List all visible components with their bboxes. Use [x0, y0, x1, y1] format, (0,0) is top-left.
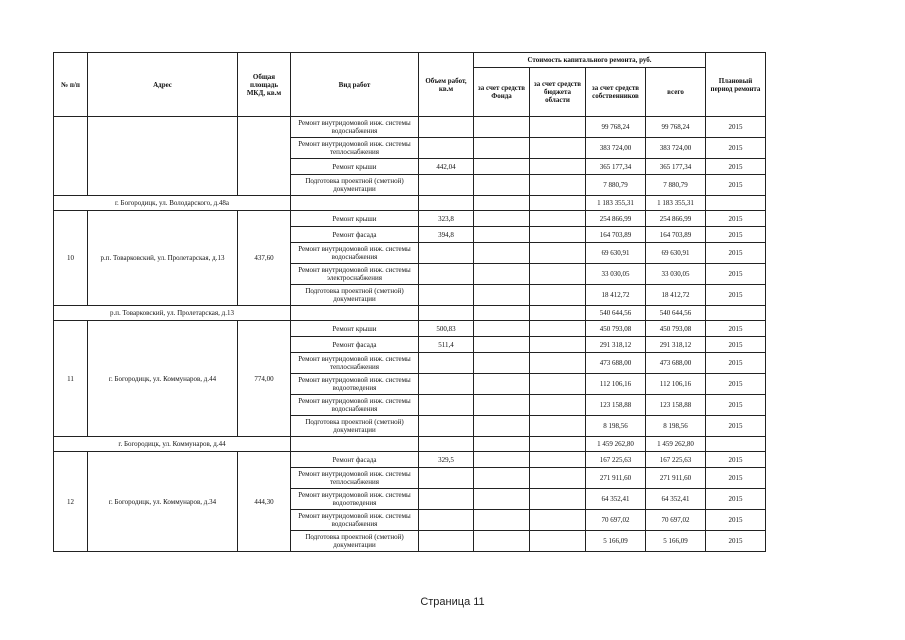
cell-fund	[474, 452, 530, 468]
page-number: Страница 11	[420, 596, 485, 608]
cell-owners: 365 177,34	[586, 159, 646, 175]
cell-budget	[530, 374, 586, 395]
cell-volume	[419, 117, 474, 138]
cell-num: 12	[54, 452, 88, 552]
cell-volume	[419, 510, 474, 531]
cell-fund	[474, 395, 530, 416]
cell-period: 2015	[706, 138, 766, 159]
header-work-type: Вид работ	[291, 53, 419, 117]
header-fund: за счет средств Фонда	[474, 68, 530, 117]
cell-fund	[474, 374, 530, 395]
cell-budget	[530, 159, 586, 175]
cell-volume: 442,04	[419, 159, 474, 175]
header-area: Общая площадь МКД, кв.м	[238, 53, 291, 117]
cell-address: г. Богородицк, ул. Коммунаров, д.34	[88, 452, 238, 552]
cell-owners: 69 630,91	[586, 243, 646, 264]
cell-fund	[474, 531, 530, 552]
cell-fund	[474, 159, 530, 175]
cell-total: 99 768,24	[646, 117, 706, 138]
cell-num	[54, 117, 88, 196]
total-address: г. Богородицк, ул. Коммунаров, д.44	[54, 437, 291, 452]
cell-period: 2015	[706, 510, 766, 531]
cell-fund	[474, 416, 530, 437]
cell-total: 69 630,91	[646, 243, 706, 264]
cell-owners: 112 106,16	[586, 374, 646, 395]
cell-budget	[530, 285, 586, 306]
cell-total: 383 724,00	[646, 138, 706, 159]
cell-total: 112 106,16	[646, 374, 706, 395]
cell-total: 7 880,79	[646, 175, 706, 196]
cell-total: 164 703,89	[646, 227, 706, 243]
cell-total: 365 177,34	[646, 159, 706, 175]
cell-period: 2015	[706, 159, 766, 175]
cell-owners: 5 166,09	[586, 531, 646, 552]
cell-volume	[419, 138, 474, 159]
cell-work: Подготовка проектной (сметной) документации	[291, 175, 419, 196]
cell-owners: 18 412,72	[586, 285, 646, 306]
cell-fund	[474, 337, 530, 353]
cell-budget	[530, 452, 586, 468]
cell-owners: 8 198,56	[586, 416, 646, 437]
cell-total: 18 412,72	[646, 285, 706, 306]
cell-period: 2015	[706, 468, 766, 489]
total-address: г. Богородицк, ул. Володарского, д.48а	[54, 196, 291, 211]
cell-total: 70 697,02	[646, 510, 706, 531]
cell-total: 64 352,41	[646, 489, 706, 510]
cell-volume	[419, 395, 474, 416]
total-row	[54, 306, 766, 321]
cell-work: Ремонт внутридомовой инж. системы водоснабжения	[291, 243, 419, 264]
cell-owners: 64 352,41	[586, 489, 646, 510]
cell-work: Ремонт внутридомовой инж. системы теплоснабжения	[291, 468, 419, 489]
cell-period: 2015	[706, 243, 766, 264]
cell-volume	[419, 468, 474, 489]
total-row	[54, 196, 766, 211]
cell-work: Ремонт внутридомовой инж. системы водоснабжения	[291, 395, 419, 416]
cell-volume	[419, 264, 474, 285]
cell-total: 167 225,63	[646, 452, 706, 468]
cell-work: Подготовка проектной (сметной) документации	[291, 285, 419, 306]
cell-owners: 254 866,99	[586, 211, 646, 227]
total-owners: 540 644,56	[586, 306, 646, 321]
cell-period: 2015	[706, 227, 766, 243]
cell-area: 444,30	[238, 452, 291, 552]
header-volume: Объем работ, кв.м	[419, 53, 474, 117]
cell-num: 11	[54, 321, 88, 437]
cell-owners: 123 158,88	[586, 395, 646, 416]
table-row	[54, 452, 766, 468]
cell-period: 2015	[706, 337, 766, 353]
header-budget: за счет средств бюджета области	[530, 68, 586, 117]
cell-budget	[530, 337, 586, 353]
cell-volume	[419, 243, 474, 264]
cell-period: 2015	[706, 489, 766, 510]
cell-budget	[530, 353, 586, 374]
cell-num: 10	[54, 211, 88, 306]
cell-work: Ремонт крыши	[291, 321, 419, 337]
cell-fund	[474, 510, 530, 531]
cell-total: 473 688,00	[646, 353, 706, 374]
cell-fund	[474, 243, 530, 264]
cell-fund	[474, 285, 530, 306]
cell-fund	[474, 321, 530, 337]
cell-budget	[530, 321, 586, 337]
cell-fund	[474, 489, 530, 510]
cell-budget	[530, 243, 586, 264]
cell-budget	[530, 489, 586, 510]
cell-volume: 500,83	[419, 321, 474, 337]
total-owners: 1 459 262,80	[586, 437, 646, 452]
cell-period: 2015	[706, 452, 766, 468]
header-period: Плановый период ремонта	[706, 53, 766, 117]
cell-owners: 473 688,00	[586, 353, 646, 374]
cell-budget	[530, 395, 586, 416]
cell-total: 254 866,99	[646, 211, 706, 227]
cell-work: Ремонт внутридомовой инж. системы теплоснабжения	[291, 138, 419, 159]
cell-budget	[530, 468, 586, 489]
cell-budget	[530, 510, 586, 531]
cell-work: Подготовка проектной (сметной) документации	[291, 531, 419, 552]
total-address: р.п. Товарковский, ул. Пролетарская, д.13	[54, 306, 291, 321]
cell-total: 271 911,60	[646, 468, 706, 489]
cell-period: 2015	[706, 285, 766, 306]
cell-period: 2015	[706, 264, 766, 285]
table-row	[54, 117, 766, 138]
cell-budget	[530, 416, 586, 437]
cell-work: Ремонт внутридомовой инж. системы теплоснабжения	[291, 353, 419, 374]
cell-period: 2015	[706, 211, 766, 227]
cell-work: Ремонт внутридомовой инж. системы электроснабжения	[291, 264, 419, 285]
cell-budget	[530, 117, 586, 138]
cell-owners: 70 697,02	[586, 510, 646, 531]
cell-work: Ремонт внутридомовой инж. системы водоснабжения	[291, 510, 419, 531]
total-sum: 1 459 262,80	[646, 437, 706, 452]
cell-fund	[474, 227, 530, 243]
cell-budget	[530, 264, 586, 285]
cell-budget	[530, 227, 586, 243]
cell-period: 2015	[706, 374, 766, 395]
cell-total: 450 793,08	[646, 321, 706, 337]
header-total: всего	[646, 68, 706, 117]
cell-volume	[419, 353, 474, 374]
cell-total: 123 158,88	[646, 395, 706, 416]
cell-total: 291 318,12	[646, 337, 706, 353]
header-owners: за счет средств собственников	[586, 68, 646, 117]
cell-period: 2015	[706, 117, 766, 138]
cell-budget	[530, 211, 586, 227]
cell-owners: 291 318,12	[586, 337, 646, 353]
cell-volume	[419, 374, 474, 395]
cell-work: Подготовка проектной (сметной) документации	[291, 416, 419, 437]
cell-period: 2015	[706, 416, 766, 437]
cell-volume: 394,8	[419, 227, 474, 243]
cell-area: 774,00	[238, 321, 291, 437]
cell-address	[88, 117, 238, 196]
cell-budget	[530, 531, 586, 552]
cell-owners: 383 724,00	[586, 138, 646, 159]
cell-work: Ремонт внутридомовой инж. системы водоотведения	[291, 489, 419, 510]
cell-period: 2015	[706, 353, 766, 374]
cell-budget	[530, 138, 586, 159]
cell-area	[238, 117, 291, 196]
cell-work: Ремонт фасада	[291, 227, 419, 243]
cell-work: Ремонт крыши	[291, 211, 419, 227]
total-owners: 1 183 355,31	[586, 196, 646, 211]
cell-total: 33 030,05	[646, 264, 706, 285]
cell-address: г. Богородицк, ул. Коммунаров, д.44	[88, 321, 238, 437]
cell-owners: 33 030,05	[586, 264, 646, 285]
cell-owners: 7 880,79	[586, 175, 646, 196]
cell-period: 2015	[706, 321, 766, 337]
total-row	[54, 437, 766, 452]
cell-volume	[419, 285, 474, 306]
cell-fund	[474, 353, 530, 374]
total-sum: 540 644,56	[646, 306, 706, 321]
cell-volume	[419, 175, 474, 196]
header-cost-group: Стоимость капитального ремонта, руб.	[474, 53, 706, 68]
cell-period: 2015	[706, 175, 766, 196]
cell-volume	[419, 416, 474, 437]
cell-fund	[474, 468, 530, 489]
cell-fund	[474, 264, 530, 285]
repair-table	[53, 52, 766, 552]
cell-work: Ремонт внутридомовой инж. системы водоотведения	[291, 374, 419, 395]
cell-fund	[474, 175, 530, 196]
cell-volume: 329,5	[419, 452, 474, 468]
repair-table-container	[53, 52, 766, 552]
cell-area: 437,60	[238, 211, 291, 306]
cell-owners: 167 225,63	[586, 452, 646, 468]
cell-total: 5 166,09	[646, 531, 706, 552]
cell-owners: 99 768,24	[586, 117, 646, 138]
cell-owners: 271 911,60	[586, 468, 646, 489]
cell-work: Ремонт фасада	[291, 337, 419, 353]
cell-volume: 323,8	[419, 211, 474, 227]
cell-fund	[474, 211, 530, 227]
cell-fund	[474, 138, 530, 159]
cell-work: Ремонт крыши	[291, 159, 419, 175]
cell-owners: 164 703,89	[586, 227, 646, 243]
header-address: Адрес	[88, 53, 238, 117]
cell-volume	[419, 531, 474, 552]
table-row	[54, 321, 766, 337]
cell-period: 2015	[706, 531, 766, 552]
cell-budget	[530, 175, 586, 196]
header-num: № п/п	[54, 53, 88, 117]
cell-total: 8 198,56	[646, 416, 706, 437]
cell-fund	[474, 117, 530, 138]
cell-owners: 450 793,08	[586, 321, 646, 337]
cell-volume: 511,4	[419, 337, 474, 353]
cell-address: р.п. Товарковский, ул. Пролетарская, д.13	[88, 211, 238, 306]
total-sum: 1 183 355,31	[646, 196, 706, 211]
cell-work: Ремонт внутридомовой инж. системы водоснабжения	[291, 117, 419, 138]
cell-work: Ремонт фасада	[291, 452, 419, 468]
cell-period: 2015	[706, 395, 766, 416]
cell-volume	[419, 489, 474, 510]
table-row	[54, 211, 766, 227]
